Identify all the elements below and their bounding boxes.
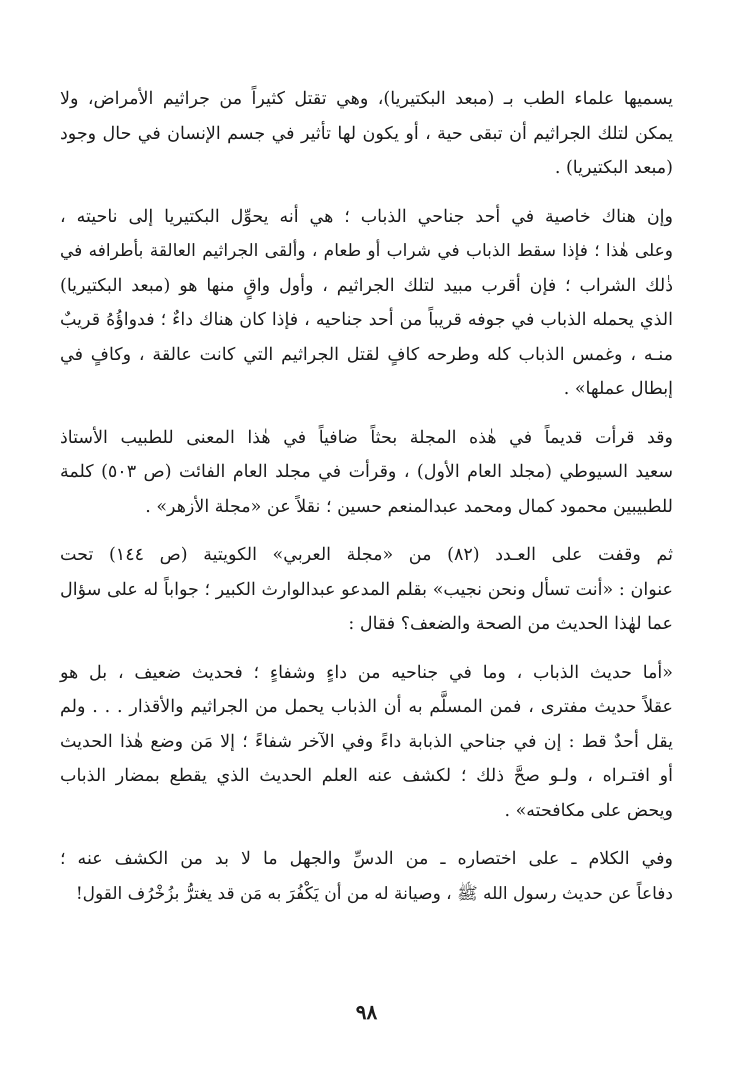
text-line: سعيد السيوطي (مجلد العام الأول) ، وقرأت في مجلد العام الفائت (ص ٥٠٣) كلمة <box>60 462 673 482</box>
text-line: وعلى هٰذا ؛ فإذا سقط الذباب في شراب أو طعام ، وألقى الجراثيم العالقة بأطرافه في <box>60 241 673 261</box>
quoted-paragraph <box>60 656 673 829</box>
body-text <box>60 82 673 911</box>
text-line: يسميها علماء الطب بـ (مبعد البكتيريا)، وهي تقتل كثيراً من جراثيم الأمراض، ولا <box>60 89 673 109</box>
text-line: وفي الكلام ـ على اختصاره ـ من الدسِّ والجهل ما لا بد من الكشف عنه ؛ <box>60 849 673 869</box>
text-line: يقل أحدٌ قط : إن في جناحي الذبابة داءً وفي الآخر شفاءً ؛ إلا مَن وضع هٰذا الحديث <box>60 731 673 752</box>
paragraph-4 <box>60 538 673 642</box>
text-line: وقد قرأت قديماً في هٰذه المجلة بحثاً ضافياً في هٰذا المعنى للطبيب الأستاذ <box>60 427 673 448</box>
text-line: عقلاً حديث مفترى ، فمن المسلَّم به أن الذباب يحمل من الجراثيم والأقذار . . . ولم <box>60 697 673 717</box>
paragraph-6 <box>60 842 673 911</box>
text-line: أو افتـراه ، ولـو صحَّ ذلك ؛ لكشف عنه العلم الحديث الذي يقطع بمضار الذباب <box>60 766 673 786</box>
paragraph-1 <box>60 82 673 186</box>
text-line: الذي يحمله الذباب في جوفه قريباً من أحد جناحيه ، فإذا كان هناك داءٌ ؛ فدواؤُهُ قريبٌ <box>60 310 673 330</box>
text-line: عنوان : «أنت تسأل ونحن نجيب» بقلم المدعو عبدالوارث الكبير ؛ جواباً له على سؤال <box>60 579 673 600</box>
text-line: يمكن لتلك الجراثيم أن تبقى حية ، أو يكون لها تأثير في جسم الإنسان في حال وجود <box>60 123 673 144</box>
text-line: للطبيبين محمود كمال ومحمد عبدالمنعم حسين ؛ نقلاً عن «مجلة الأزهر» . <box>145 496 673 517</box>
text-line: ذٰلك الشراب ؛ فإن أقرب مبيد لتلك الجراثيم ، وأول واقٍ منها هو (مبعد البكتيريا) <box>60 275 673 296</box>
text-line: (مبعد البكتيريا) . <box>554 158 673 178</box>
text-line: عما لهٰذا الحديث من الصحة والضعف؟ فقال : <box>348 614 673 634</box>
paragraph-3 <box>60 421 673 525</box>
text-line: منـه ، وغمس الذباب كله وطرحه كافٍ لقتل الجراثيم التي كانت عالقة ، وكافٍ في <box>60 344 673 365</box>
text-line: ثم وقفت على العـدد (٨٢) من «مجلة العربي» الكويتية (ص ١٤٤) تحت <box>60 545 673 565</box>
page-number: ٩٨ <box>355 1000 378 1024</box>
text-line: دفاعاً عن حديث رسول الله ﷺ ، وصيانة له من أن يَكْفُرَ به مَن قد يغترُّ بزُخْرُف القول! <box>75 883 673 904</box>
text-line: إبطال عملها» . <box>563 379 673 399</box>
text-line: وإن هناك خاصية في أحد جناحي الذباب ؛ هي أنه يحوِّل البكتيريا إلى ناحيته ، <box>60 206 673 227</box>
text-line: ويحض على مكافحته» . <box>504 800 673 821</box>
text-line: «أما حديث الذباب ، وما في جناحيه من داءٍ وشفاءٍ ؛ فحديث ضعيف ، بل هو <box>60 662 673 683</box>
paragraph-2 <box>60 200 673 407</box>
